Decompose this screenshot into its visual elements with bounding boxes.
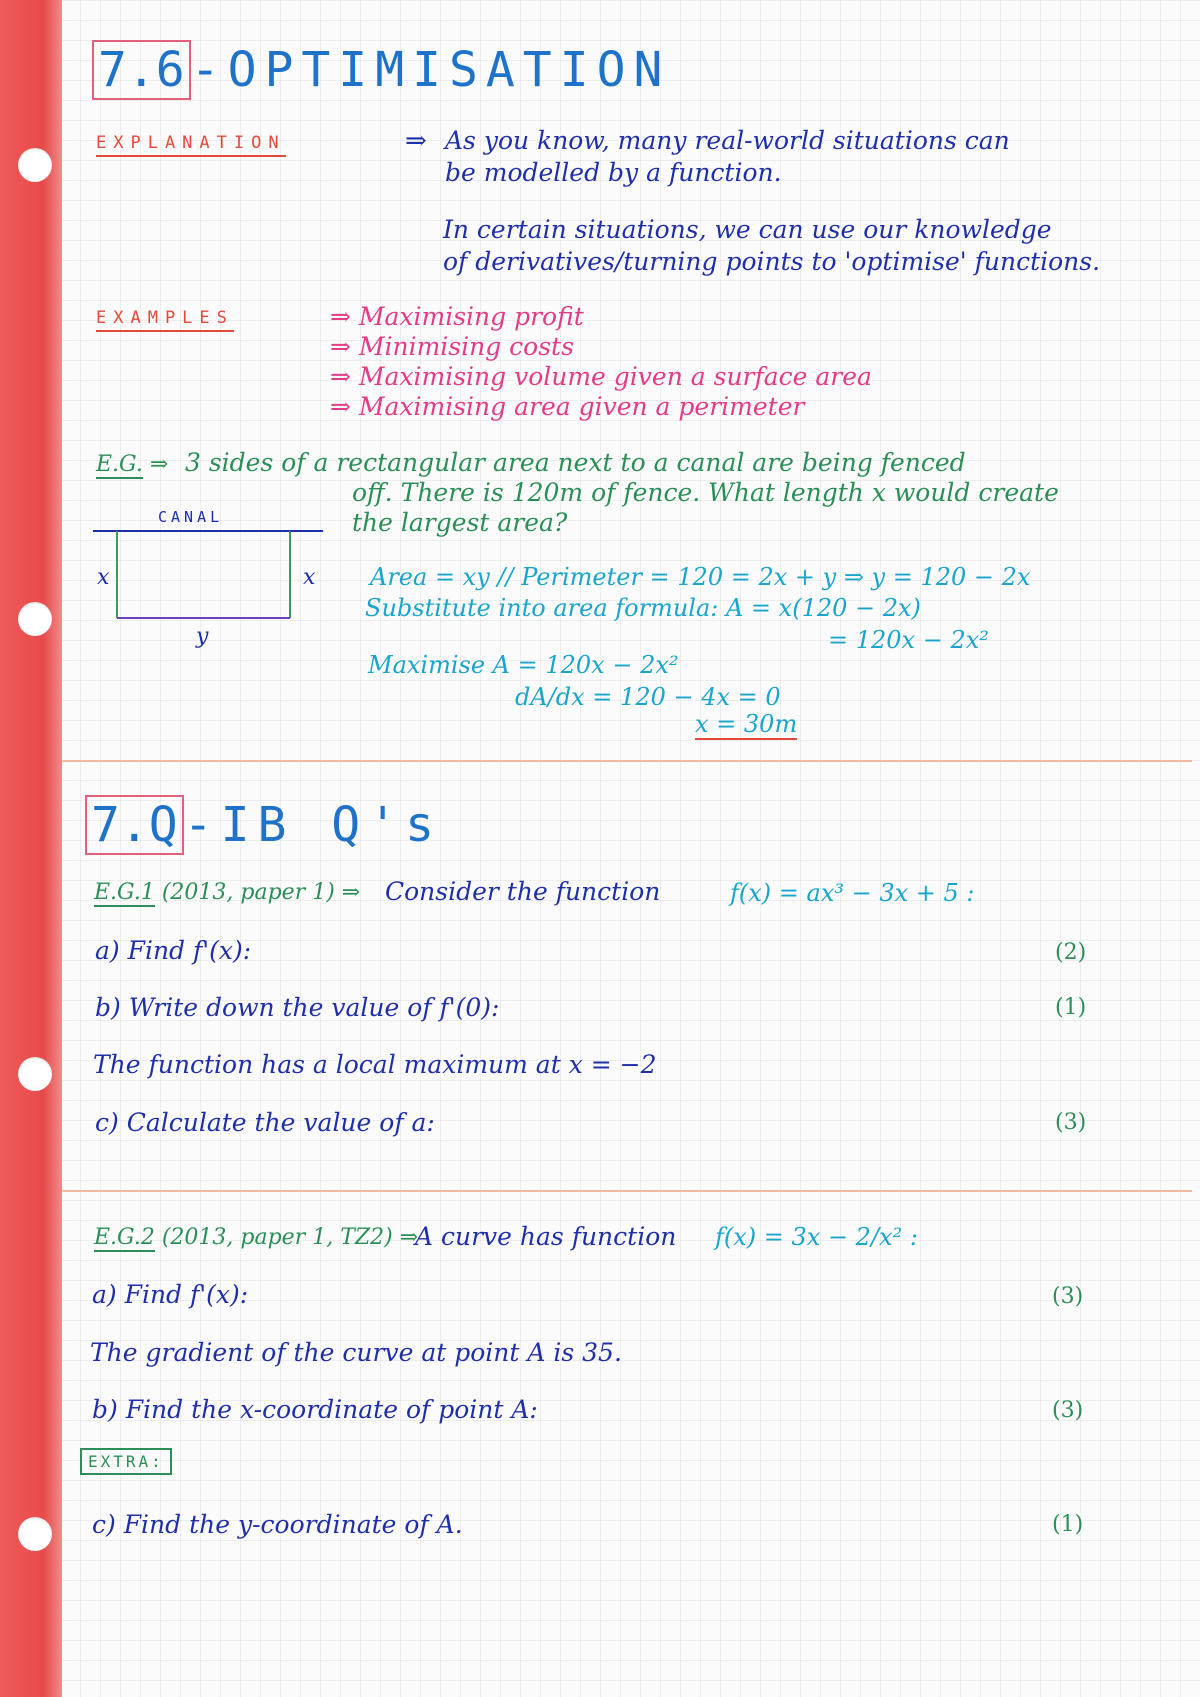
q2-part-b-marks: (3): [1052, 1398, 1084, 1423]
q2-part-a: a) Find f'(x):: [92, 1280, 249, 1309]
eg-label-text: E.G.: [96, 452, 143, 477]
worked-example-label: E.G. ⇒: [96, 452, 169, 477]
q1-part-b: b) Write down the value of f'(0):: [95, 993, 500, 1022]
q1-statement: The function has a local maximum at x = −2: [93, 1050, 657, 1079]
worked-question-line-2: off. There is 120m of fence. What length x would create: [352, 478, 1059, 507]
q1-part-a: a) Find f'(x):: [95, 936, 252, 965]
q2-part-b: b) Find the x-coordinate of point A:: [92, 1395, 538, 1424]
section1-number: 7.6: [92, 40, 191, 100]
q2-function: f(x) = 3x − 2/x² :: [715, 1223, 918, 1251]
canal-label: CANAL: [158, 508, 224, 526]
section2-number: 7.Q: [85, 795, 184, 855]
working-line-4: Maximise A = 120x − 2x²: [368, 651, 679, 679]
q1-prompt: Consider the function: [385, 877, 661, 906]
working-line-1: Area = xy // Perimeter = 120 = 2x + y ⇒ y = 120 − 2x: [370, 563, 1031, 591]
explanation-label: EXPLANATION: [96, 133, 286, 157]
explanation-arrow: ⇒: [405, 126, 427, 156]
example-item: ⇒ Maximising area given a perimeter: [330, 392, 805, 421]
q2-label: E.G.2: [94, 1225, 155, 1250]
examples-label: EXAMPLES: [96, 308, 234, 332]
section-divider: [62, 1190, 1192, 1192]
q2-part-a-marks: (3): [1052, 1284, 1084, 1309]
q1-source: (2013, paper 1): [161, 880, 335, 905]
working-answer: x = 30m: [695, 710, 798, 738]
punch-hole: [18, 1057, 52, 1091]
explanation-line-2: be modelled by a function.: [445, 158, 782, 187]
section1-title: -OPTIMISATION: [190, 42, 671, 98]
explanation-line-1: As you know, many real-world situations can: [445, 126, 1010, 155]
q1-part-c-marks: (3): [1055, 1110, 1087, 1135]
section-divider: [62, 760, 1192, 762]
diagram-bottom-label: y: [196, 624, 209, 649]
example-item: ⇒ Maximising volume given a surface area: [330, 362, 872, 391]
section2-title: -IB Q's: [183, 797, 442, 853]
example-text-4: Maximising area given a perimeter: [358, 392, 805, 421]
section2-heading: [85, 795, 442, 855]
working-line-5: dA/dx = 120 − 4x = 0: [515, 683, 781, 711]
q1-part-c: c) Calculate the value of a:: [95, 1108, 435, 1137]
q2-source: (2013, paper 1, TZ2): [161, 1225, 393, 1250]
working-line-3: = 120x − 2x²: [828, 626, 989, 654]
q2-statement: The gradient of the curve at point A is 35.: [90, 1338, 622, 1367]
example-text-3: Maximising volume given a surface area: [358, 362, 872, 391]
q1-label: E.G.1: [94, 880, 155, 905]
explanation-line-3: In certain situations, we can use our knowledge: [443, 215, 1052, 244]
example-item: ⇒ Maximising profit: [330, 302, 584, 331]
extra-badge: EXTRA:: [80, 1448, 172, 1475]
example-item: ⇒ Minimising costs: [330, 332, 574, 361]
diagram-right-label: x: [303, 565, 316, 590]
q2-part-c-marks: (1): [1052, 1512, 1084, 1537]
q1-function: f(x) = ax³ − 3x + 5 :: [730, 879, 975, 907]
punch-hole: [18, 148, 52, 182]
margin-strip: [0, 0, 62, 1697]
punch-hole: [18, 602, 52, 636]
explanation-line-4: of derivatives/turning points to 'optimise' functions.: [443, 247, 1101, 276]
worked-question-line-1: 3 sides of a rectangular area next to a canal are being fenced: [185, 448, 966, 477]
working-line-2: Substitute into area formula: A = x(120 − 2x): [365, 594, 921, 622]
q1-header: E.G.1 (2013, paper 1) ⇒: [94, 880, 361, 905]
worked-question-line-3: the largest area?: [352, 508, 568, 537]
section1-heading: [92, 40, 670, 100]
punch-hole: [18, 1517, 52, 1551]
q1-part-b-marks: (1): [1055, 995, 1087, 1020]
diagram-left-label: x: [97, 565, 110, 590]
example-text-2: Minimising costs: [358, 332, 574, 361]
q2-header: E.G.2 (2013, paper 1, TZ2) ⇒: [94, 1225, 419, 1250]
q2-part-c: c) Find the y-coordinate of A.: [92, 1510, 463, 1539]
q1-part-a-marks: (2): [1055, 940, 1087, 965]
q2-prompt: A curve has function: [415, 1222, 677, 1251]
example-text-1: Maximising profit: [358, 302, 584, 331]
